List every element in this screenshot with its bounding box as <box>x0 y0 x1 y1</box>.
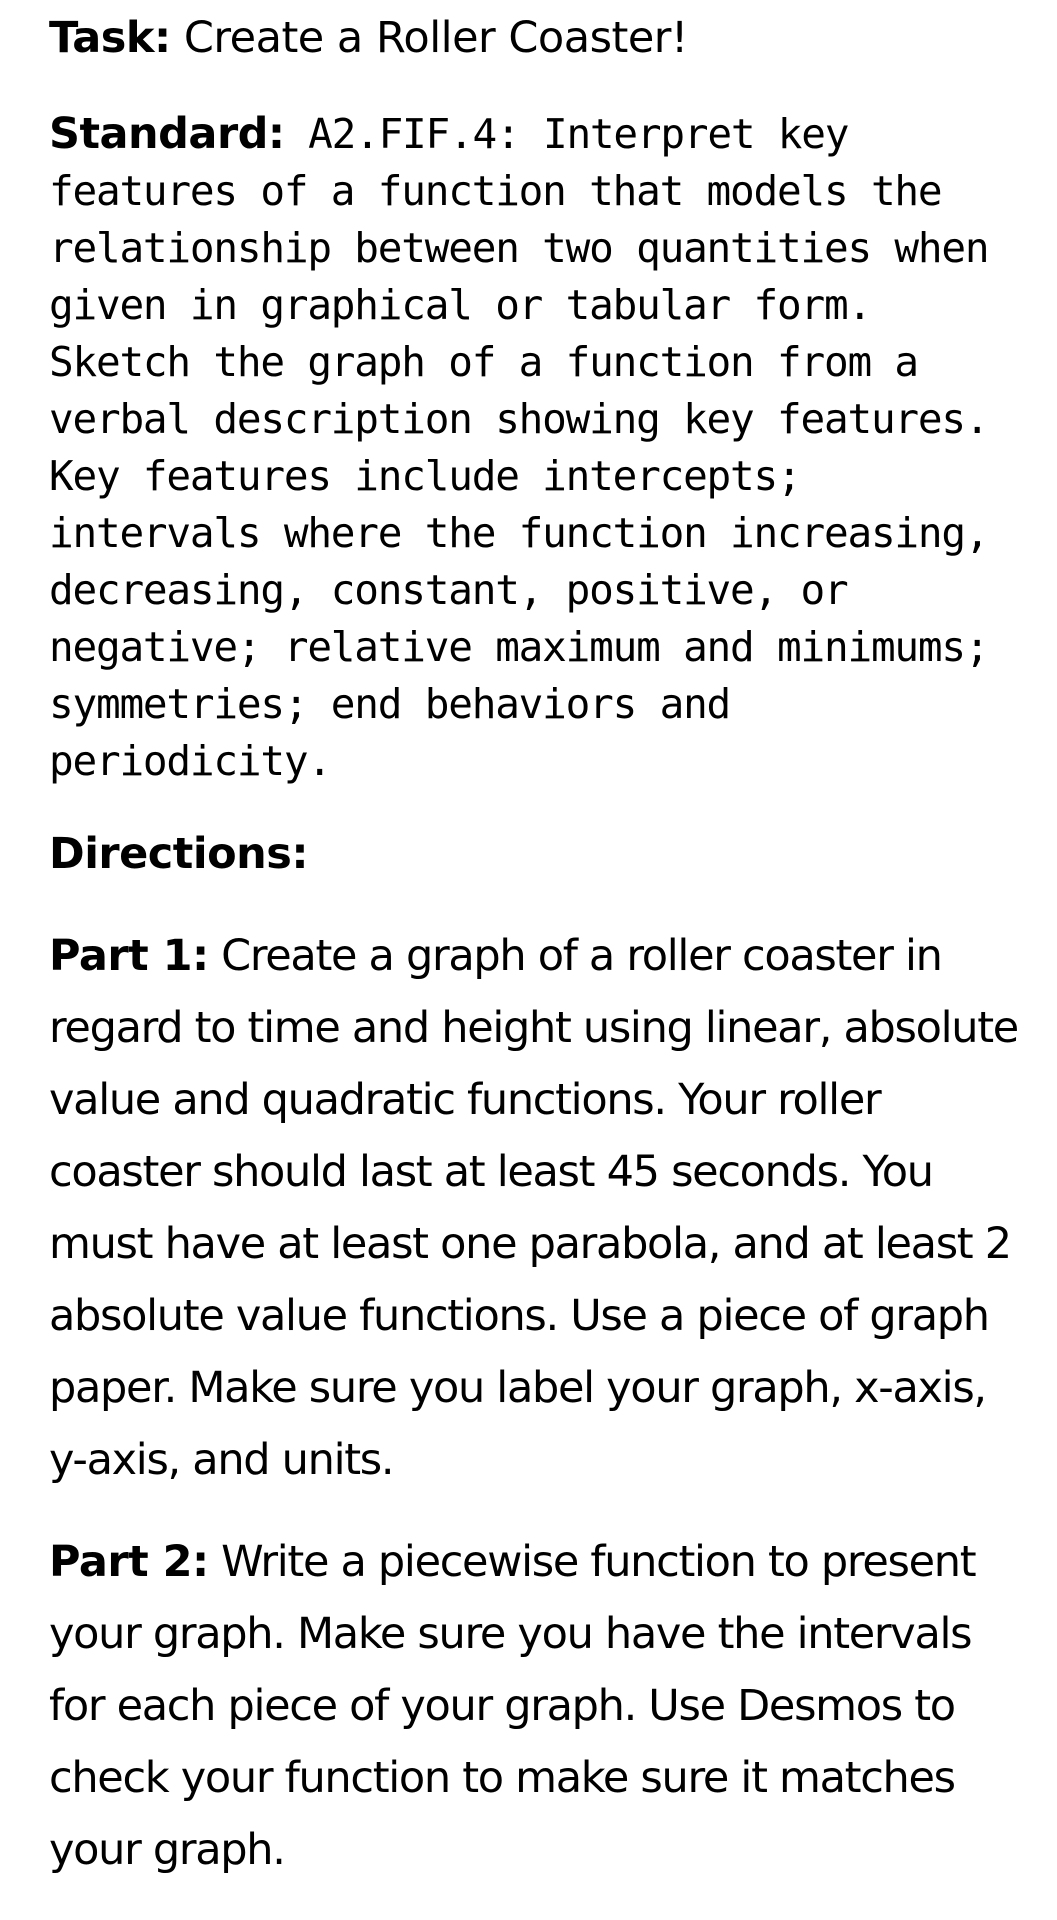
directions-label: Directions: <box>49 829 309 879</box>
task-label: Task: <box>49 13 171 63</box>
assignment-document <box>49 8 1039 1886</box>
part-1-label: Part 1: <box>49 931 209 981</box>
standard-label: Standard: <box>49 109 285 159</box>
standard-text: A2.FIF.4: Interpret key features of a function that models the relationship between two quantities when given in graphical or tabular form. Sketch the graph of a function from a verbal description showing key features. Key features include intercepts; intervals where the function increasing, decreasing, constant, positive, or negative; relative maximum and minimums; symmetries; end behaviors and periodicity. <box>49 110 989 785</box>
directions-heading <box>49 824 1039 884</box>
standard-paragraph <box>49 106 1024 790</box>
part-2-label: Part 2: <box>49 1537 209 1587</box>
part-1-paragraph <box>49 920 1029 1496</box>
task-text: Create a Roller Coaster! <box>183 13 688 63</box>
part-2-text: Write a piecewise function to present your graph. Make sure you have the intervals for each piece of your graph. Use Desmos to check your function to make sure it matches your graph. <box>49 1537 976 1875</box>
part-2-paragraph <box>49 1526 1029 1886</box>
task-line <box>49 8 1039 68</box>
part-1-text: Create a graph of a roller coaster in regard to time and height using linear, absolute value and quadratic functions. Your roller coaster should last at least 45 seconds. You must have at least one parabola, and at least 2 absolute value functions. Use a piece of graph paper. Make sure you label your graph, x-axis, y-axis, and units. <box>49 931 1018 1485</box>
